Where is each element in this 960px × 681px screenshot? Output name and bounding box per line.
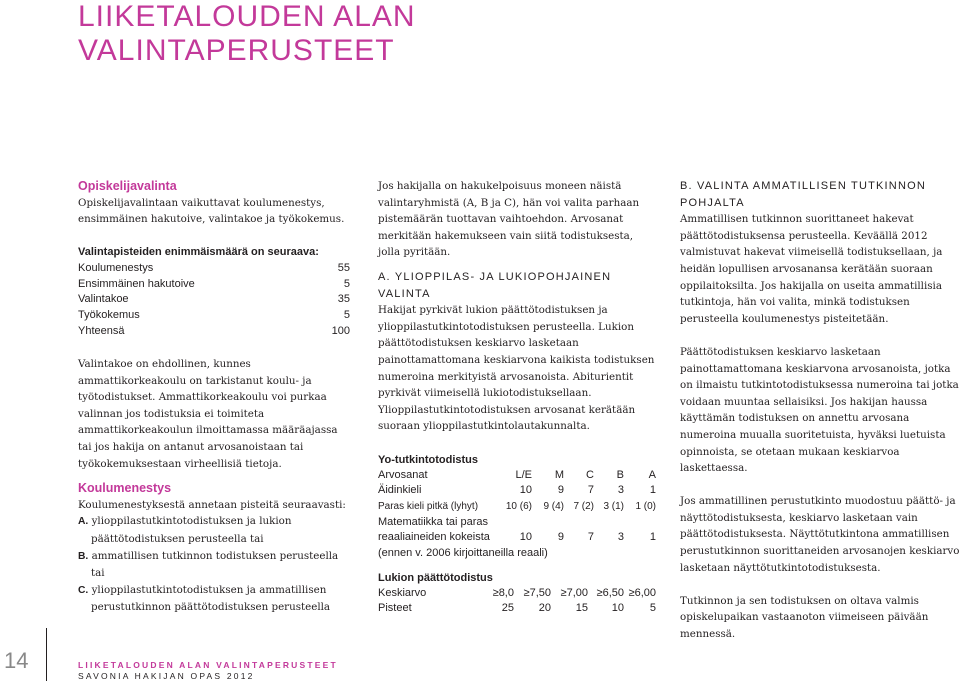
table-cell: ≥7,00 xyxy=(560,586,588,599)
section-b-paragraph-2: Päättötodistuksen keskiarvo lasketaan painottamattomana keskiarvona arvosanoista, jotka on ilmaistu tutkintotodistuksessa numeroina tai jotka voidaan muuntaa sellaisiksi. Jos hakijan haussa käyttämän todistuksen on annettu arvosana numeroina muualla suoritetuista, hyväksi luetuista opinnoista, se otetaan mukaan keskiarvoa laskettaessa. xyxy=(680,345,959,475)
table-cell: ≥7,50 xyxy=(523,586,551,599)
column-left xyxy=(78,178,350,616)
table-cell: 9 xyxy=(557,531,564,544)
lukio-table-title: Lukion päättötodistus xyxy=(378,571,493,584)
table-cell: 10 (6) xyxy=(505,500,532,512)
table-header-cell: Arvosanat xyxy=(378,468,428,481)
table-cell: 3 xyxy=(617,531,624,544)
table-note: (ennen v. 2006 kirjoittaneilla reaali) xyxy=(378,547,548,560)
koulumenestys-paragraph: Koulumenestyksestä annetaan pisteitä seuraavasti: xyxy=(78,498,346,511)
section-b-paragraph-1: Ammatillisen tutkinnon suorittaneet hakevat päättötodistuksensa perusteella. Keväällä 2012 valmistuvat hakevat viimeisellä todistuksellaan, ja heidän lopullisen arvosanansa kerätään suoraan oppilaitoksilta. Jos hakijalla on useita ammatillisia tutkintoja, hän voi valita, minkä todistuksen perusteella koulumenestys pisteitetään. xyxy=(680,213,943,325)
points-row xyxy=(78,308,350,324)
table-header-cell: M xyxy=(554,468,564,481)
column-right xyxy=(680,178,960,643)
list-text: ammatillisen tutkinnon todistuksen perusteella tai xyxy=(91,549,339,580)
table-cell: 9 (4) xyxy=(543,500,564,512)
table-cell: 20 xyxy=(538,602,551,615)
list-item xyxy=(78,513,350,547)
table-cell: 5 xyxy=(649,602,656,615)
table-header-cell: L/E xyxy=(515,468,532,481)
points-row xyxy=(78,261,350,277)
table-cell: 10 xyxy=(519,484,532,497)
page-title-line2: VALINTAPERUSTEET xyxy=(78,34,395,67)
section-a-heading: A. YLIOPPILAS- JA LUKIOPOHJAINEN VALINTA xyxy=(378,270,612,300)
points-row xyxy=(78,292,350,308)
page-number: 14 xyxy=(4,648,29,673)
table-cell: 3 xyxy=(617,484,624,497)
page-title-line1: LIIKETALOUDEN ALAN xyxy=(78,0,416,33)
table-row xyxy=(378,586,656,602)
page-title xyxy=(78,0,416,68)
table-cell: reaaliaineiden kokeista xyxy=(378,531,490,544)
table-row xyxy=(378,499,656,515)
heading-opiskelijavalinta: Opiskelijavalinta xyxy=(78,179,177,193)
table-cell: 7 xyxy=(587,531,594,544)
table-cell: 1 xyxy=(649,531,656,544)
table-cell: 15 xyxy=(575,602,588,615)
section-b-paragraph-3: Jos ammatillinen perustutkinto muodostuu päättö- ja näyttötodistuksesta, keskiarvo lasketaan vain päättötodistuksesta. Näyttötutkintona ammatillisen perustutkinnon suorittaneiden arvosanojen keskiarvo lasketaan näyttötutkintotodistuksesta. xyxy=(680,495,960,574)
valintakoe-paragraph: Valintakoe on ehdollinen, kunnes ammattikorkeakoulu on tarkistanut koulu- ja työtodistukset. Ammattikorkeakoulu voi purkaa valinnan jos todistuksia ei toimiteta ammattikorkeakoulun ilmoittamassa määräajassa tai jos hakija on antanut arvosanoistaan tai työkokemuksestaan virheellisiä tietoja. xyxy=(78,358,338,470)
table-cell: ≥6,00 xyxy=(628,586,656,599)
points-label: Valintakoe xyxy=(78,293,129,306)
table-row xyxy=(378,530,656,546)
points-value: 5 xyxy=(343,277,350,290)
table-cell: 9 xyxy=(557,484,564,497)
table-row xyxy=(378,483,656,499)
footer-divider xyxy=(46,628,47,681)
table-cell: 3 (1) xyxy=(603,500,624,512)
table-cell: 1 xyxy=(649,484,656,497)
points-value: 5 xyxy=(343,309,350,322)
table-cell: Äidinkieli xyxy=(378,484,422,497)
footer-title: LIIKETALOUDEN ALAN VALINTAPERUSTEET xyxy=(78,660,338,670)
list-text: ylioppilastutkintotodistuksen ja lukion päättötodistuksen perusteella tai xyxy=(91,515,292,546)
points-label: Työkokemus xyxy=(78,309,140,322)
points-row xyxy=(78,324,350,340)
yo-table-title: Yo-tutkintotodistus xyxy=(378,453,478,466)
table-cell: 25 xyxy=(501,602,514,615)
list-letter: C. xyxy=(78,584,89,596)
table-cell: ≥8,0 xyxy=(492,586,514,599)
table-header-cell: B xyxy=(616,468,624,481)
section-b-heading: B. VALINTA AMMATILLISEN TUTKINNON POHJALTA xyxy=(680,180,926,209)
table-cell: 7 (2) xyxy=(573,500,594,512)
list-item xyxy=(78,582,350,616)
table-row xyxy=(378,546,656,562)
list-letter: A. xyxy=(78,516,89,528)
points-row xyxy=(78,277,350,293)
table-cell: 10 xyxy=(519,531,532,544)
points-value: 35 xyxy=(337,293,350,306)
section-a-paragraph: Hakijat pyrkivät lukion päättötodistuksen ja ylioppilastutkintotodistuksen perusteella. Lukion päättötodistuksen keskiarvo lasketaan painottamattomana keskiarvona kaikista todistuksen numeroina merkityistä arvosanoista. Abiturientit pyrkivät viimeisellä lukiotodistuksellaan. Ylioppilastutkintotodistuksen arvosanat kerätään suoraan ylioppilastutkintolautakunnalta. xyxy=(378,304,655,433)
footer-subtitle: SAVONIA HAKIJAN OPAS 2012 xyxy=(78,671,255,681)
list-text: ylioppilastutkintotodistuksen ja ammatillisen perustutkinnon päättötodistuksen perusteella xyxy=(91,583,331,614)
table-cell: ≥6,50 xyxy=(596,586,624,599)
list-letter: B. xyxy=(78,550,89,562)
hakukelpoisuus-paragraph: Jos hakijalla on hakukelpoisuus moneen näistä valintaryhmistä (A, B ja C), hän voi valita parhaan pistemäärän tuottavan vaihtoehdon. Arvosanat merkitään hakemukseen vain siitä todistuksesta, jolla pyritään. xyxy=(378,180,640,259)
intro-paragraph: Opiskelijavalintaan vaikuttavat koulumenestys, ensimmäinen hakutoive, valintakoe ja työkokemus. xyxy=(78,196,345,226)
section-b-paragraph-4: Tutkinnon ja sen todistuksen on oltava valmis opiskelupaikan vastaanoton viimeiseen päivään mennessä. xyxy=(680,594,929,641)
points-value: 55 xyxy=(337,261,350,274)
points-value: 100 xyxy=(331,324,350,337)
lukio-table xyxy=(378,586,656,617)
column-middle xyxy=(378,178,656,617)
list-item xyxy=(78,548,350,582)
points-heading: Valintapisteiden enimmäismäärä on seuraava: xyxy=(78,246,319,259)
table-cell: 10 xyxy=(611,602,624,615)
yo-table xyxy=(378,468,656,562)
table-cell: 1 (0) xyxy=(635,500,656,512)
heading-koulumenestys: Koulumenestys xyxy=(78,481,172,496)
points-label: Koulumenestys xyxy=(78,261,154,274)
table-row xyxy=(378,468,656,484)
points-list xyxy=(78,261,350,340)
table-cell: Paras kieli pitkä (lyhyt) xyxy=(378,500,479,512)
table-header-cell: C xyxy=(586,468,594,481)
table-cell: Keskiarvo xyxy=(378,586,427,599)
table-row xyxy=(378,515,656,531)
points-label: Yhteensä xyxy=(78,324,125,337)
table-cell: Pisteet xyxy=(378,602,412,615)
table-cell: 7 xyxy=(587,484,594,497)
points-label: Ensimmäinen hakutoive xyxy=(78,277,195,290)
table-row xyxy=(378,601,656,617)
table-header-cell: A xyxy=(648,468,656,481)
table-cell: Matematiikka tai paras xyxy=(378,515,489,528)
